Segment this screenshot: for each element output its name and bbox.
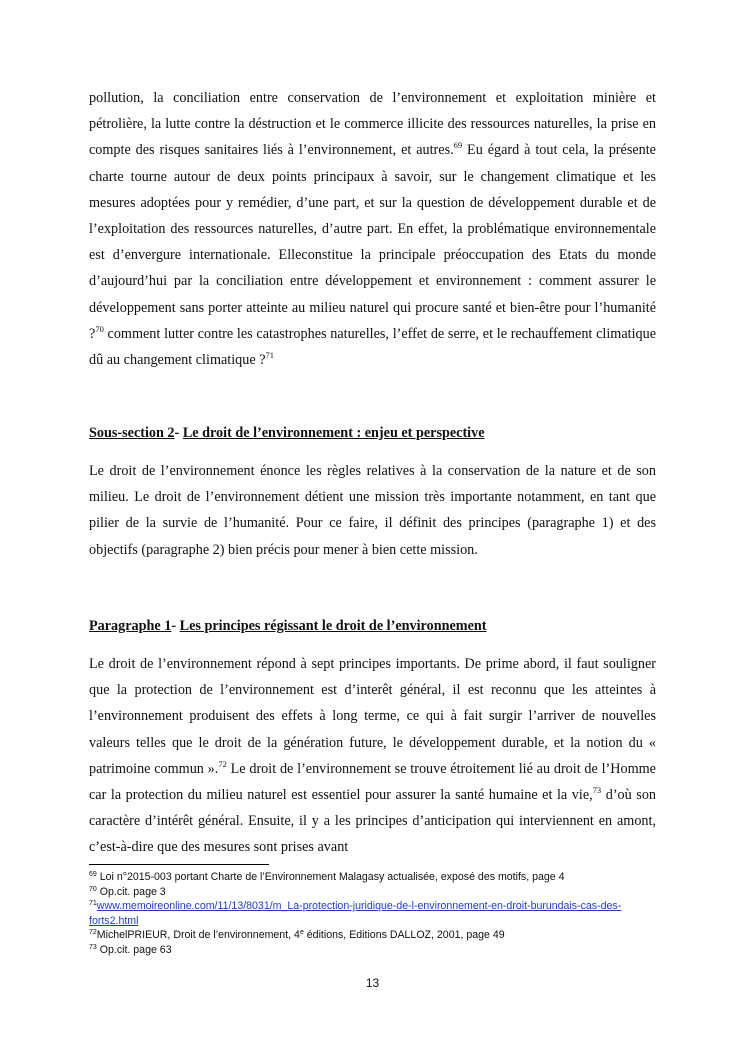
text-run: Eu égard à tout cela, la présente charte tourne autour de deux points principaux à savoir, sur le changement climatique et les mesures adoptées pour y remédier, d’une part, et sur la question de développement durable et de l’exploitation des ressources naturelles, d’autre part. En effet, la problématique environnementale est d’envergure internationale. Elleconstitue la principale préoccupation des Etats du monde d’aujourd’hui par la conciliation entre développement et environnement : comment assurer le développement sans porter atteinte au milieu naturel qui procure santé et bien-être pour l’humanité ? — [89, 142, 656, 342]
paragraph-charter-context — [89, 85, 656, 373]
footnote-text: éditions, Editions DALLOZ, 2001, page 49 — [303, 929, 505, 941]
text-run: Le droit de l’environnement se trouve étroitement lié au droit de l’Homme car la protection du milieu naturel est essentiel pour assurer la santé humaine et la vie, — [89, 760, 656, 804]
text-run: comment lutter contre les catastrophes naturelles, l’effet de serre, et le rechauffement climatique dû au changement climatique ? — [89, 325, 656, 369]
footnote-text: MichelPRIEUR, Droit de l’environnement, 4 — [96, 929, 300, 941]
footnote-70 — [89, 885, 656, 900]
footnote-number: 69 — [89, 871, 97, 878]
text-run: pollution, la conciliation entre conservation de l’environnement et exploitation minière et pétrolière, la lutte contre la déstruction et le commerce illicite des ressources naturelles, la prise en compte des risques sanitaires liés à l’environnement, et autres. — [89, 90, 656, 159]
footnote-separator — [89, 864, 269, 865]
paragraph-heading — [89, 618, 656, 635]
footnote-text: Loi n°2015-003 portant Charte de l’Environnement Malagasy actualisée, exposé des motifs, page 4 — [96, 871, 565, 883]
text-run: Le droit de l’environnement répond à sept principes importants. De prime abord, il faut souligner que la protection de l’environnement est d’interêt général, il est reconnu que les atteintes à l’environnement produisent des effets à long terme, ce qui à fait surgir l’arriver de nouvelles valeurs telles que le droit de la génération future, le développement durable, et la notion du « patrimoine commun ». — [89, 656, 656, 777]
footnote-ref-70[interactable]: 70 — [95, 323, 104, 334]
footnote-number: 71 — [89, 900, 97, 907]
page-number: 13 — [365, 976, 380, 990]
footnote-71 — [89, 899, 656, 928]
footnote-number: 72 — [89, 929, 97, 936]
heading-separator: - — [171, 618, 180, 634]
footnote-73 — [89, 943, 656, 958]
footnote-ref-72[interactable]: 72 — [218, 758, 227, 769]
footnote-ref-69[interactable]: 69 — [453, 140, 463, 151]
footnotes — [89, 870, 656, 957]
footnote-number: 73 — [89, 943, 97, 951]
edition-superscript: e — [299, 929, 304, 936]
footnote-text: Op.cit. page 63 — [96, 943, 172, 956]
footnote-number: 70 — [89, 885, 97, 893]
heading-separator: - — [174, 425, 183, 441]
subsection-label: Sous-section 2 — [89, 425, 175, 441]
footnote-text: Op.cit. page 3 — [96, 885, 166, 898]
footnote-link[interactable]: www.memoireonline.com/11/13/8031/m_La-protection-juridique-de-l-environnement-en-droit-burundais-cas-des-forts2.html — [89, 900, 622, 927]
footnote-ref-71[interactable]: 71 — [265, 350, 274, 361]
footnote-72 — [89, 928, 656, 943]
subsection-title: Le droit de l’environnement : enjeu et perspective — [182, 425, 485, 441]
footnote-69 — [89, 870, 656, 885]
subsection-heading — [89, 425, 656, 442]
footnote-ref-73[interactable]: 73 — [592, 785, 602, 796]
text-run: d’où son caractère d’intérêt général. Ensuite, il y a les principes d’anticipation qui interviennent en amont, c’est-à-dire que des mesures sont prises avant — [89, 787, 657, 856]
paragraph-heading-title: Les principes régissant le droit de l’environnement — [179, 618, 487, 634]
paragraph-droit-environnement-intro: Le droit de l’environnement énonce les règles relatives à la conservation de la nature et de son milieu. Le droit de l’environnement détient une mission très importante notamment, en tant que pilier de la survie de l’humanité. Pour ce faire, il définit des principes (paragraphe 1) et des objectifs (paragraphe 2) bien précis pour mener à bien cette mission. — [89, 463, 656, 558]
paragraph-heading-label: Paragraphe 1 — [89, 618, 172, 634]
paragraph-principes — [89, 651, 656, 861]
